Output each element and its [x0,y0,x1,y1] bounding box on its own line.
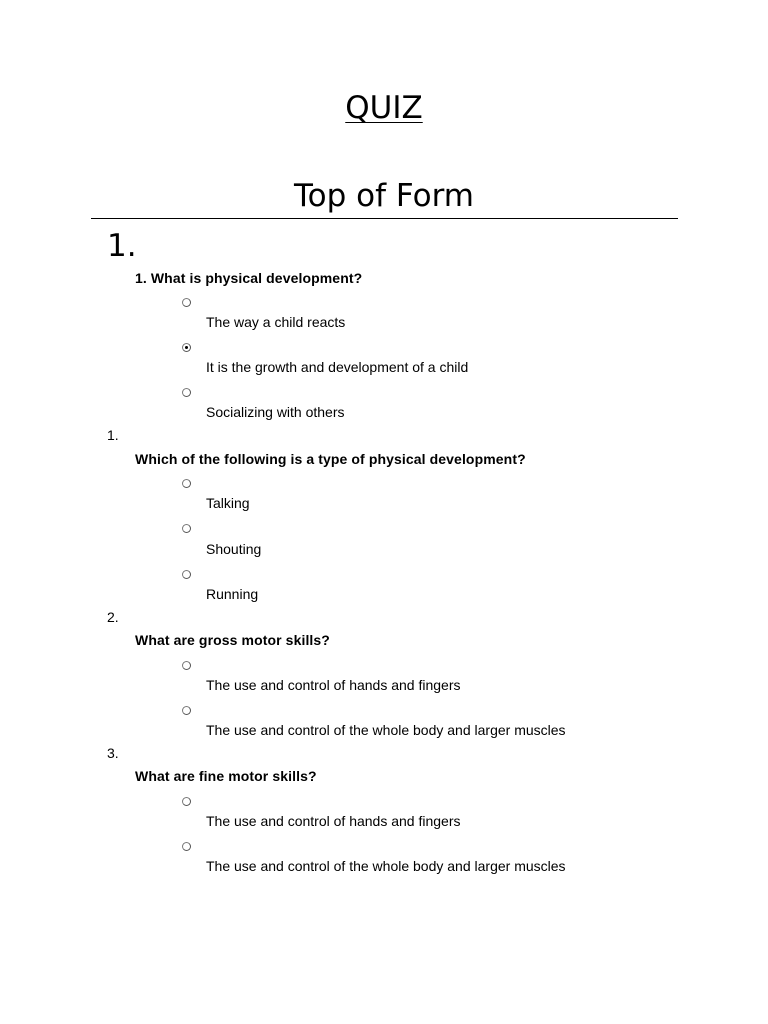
question-2-option-3-label: Running [206,586,259,602]
question-3-option-2-radio[interactable] [182,706,191,715]
question-2-text: Which of the following is a type of physical development? [135,451,526,467]
question-1-option-3-radio[interactable] [182,388,191,397]
question-1-option-1-radio[interactable] [182,298,191,307]
question-2-option-1-label: Talking [206,495,250,511]
question-3-number: 2. [107,609,119,625]
question-4-number: 3. [107,745,119,761]
question-1-option-2-radio[interactable] [182,343,191,352]
question-1-option-1-label: The way a child reacts [206,314,346,330]
quiz-title: QUIZ [345,90,423,126]
question-3-text: What are gross motor skills? [135,632,330,648]
question-4-option-1-radio[interactable] [182,797,191,806]
question-3-option-1-radio[interactable] [182,661,191,670]
question-4-option-1-label: The use and control of hands and fingers [206,813,461,829]
question-4-text: What are fine motor skills? [135,768,317,784]
question-3-option-2-label: The use and control of the whole body and larger muscles [206,722,566,738]
top-of-form-label: Top of Form [294,178,474,214]
question-4-option-2-label: The use and control of the whole body and larger muscles [206,858,566,874]
form-divider [91,218,678,219]
question-4-option-2-radio[interactable] [182,842,191,851]
question-3-option-1-label: The use and control of hands and fingers [206,677,461,693]
list-number-large: 1. [107,228,137,264]
question-2-option-2-radio[interactable] [182,524,191,533]
question-1-option-2-label: It is the growth and development of a child [206,359,469,375]
question-2-option-3-radio[interactable] [182,570,191,579]
question-2-option-1-radio[interactable] [182,479,191,488]
question-2-option-2-label: Shouting [206,541,262,557]
question-1-option-3-label: Socializing with others [206,404,345,420]
question-1-text: 1. What is physical development? [135,270,363,286]
question-2-number: 1. [107,427,119,443]
